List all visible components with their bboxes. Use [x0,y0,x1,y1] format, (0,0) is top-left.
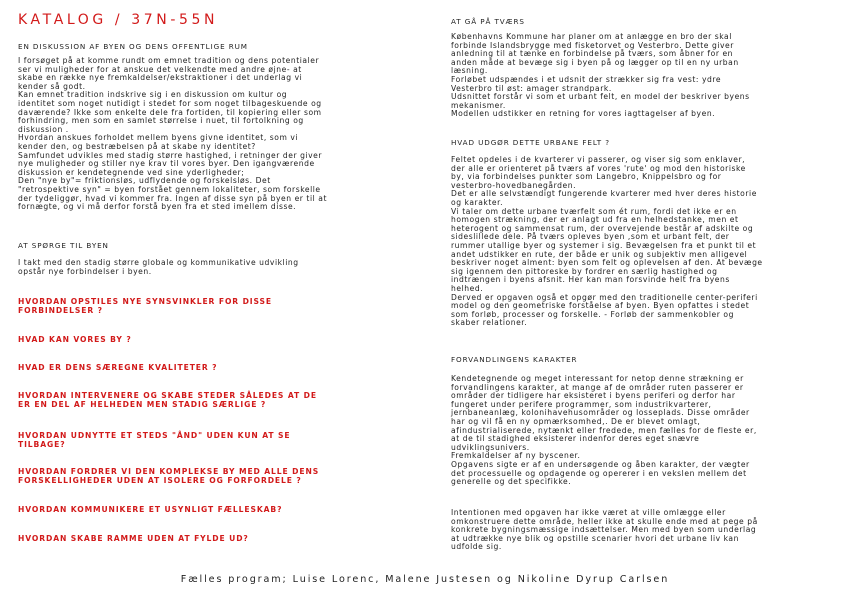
heading-transformation: FORVANDLINGENS KARAKTER [451,355,578,364]
paragraph-cross: Københavns Kommune har planer om at anlægge en bro der skal forbinde Islandsbrygge med fisketorvet og Vesterbro. Dette giver anledning til at tænke en forbindelse på tværs, som åbner for en anden måde at bevæge sig i byen på og lægger op til en ny urban læsning. Forløbet udspændes i et udsnit der strækker sig fra vest: ydre Vesterbro til øst: amager strandpark. Udsnittet forstår vi som et urbant felt, en model der beskriver byens mekanismer. Modellen udstikker en retning for vores iagttagelser af byen. [451,32,750,119]
question-item: HVAD KAN VORES BY ? [18,335,132,344]
subtitle-heading: EN DISKUSSION AF BYEN OG DENS OFFENTLIGE RUM [18,42,248,51]
paragraph-intention: Intentionen med opgaven har ikke været at ville omlægge eller omkonstruere dette område, heller ikke at skulle ende med at pege på konkrete bygningsmæssige indsættelser. Men med byen som underlag at udtrække nye blik og opstille scenarier hvori det urbane liv kan udfolde sig. [451,508,758,552]
intro-paragraph: I forsøget på at komme rundt om emnet tradition og dens potentialer ser vi muligheder for at anskue det velkendte med andre øjne- at skabe en række nye fremkaldelser/ekstraktioner i det underlag vi kender så godt. Kan emnet tradition indskrive sig i en diskussion om kultur og identitet som noget nutidigt i stedet for som noget tilbageskuende og daværende? Ikke som enkelte dele fra fortiden, til kopiering eller som forhindring, men som en samlet størrelse i nuet, til fortolkning og diskussion . Hvordan anskues forholdet mellem byens givne identitet, som vi kender den, og bestræbelsen på at skabe ny identitet? Samfundet udvikles med stadig større hastighed, i retninger der giver nye muligheder og stiller nye krav til vores byer. Den igangværende diskussion er kendetegnende ved sine yderligheder; Den "nye by"= friktionsløs, udflydende og forskelsløs. Det "retrospektive syn" = byen forstået gennem lokaliteter, som forskelle der tydeliggør, hvad vi kommer fra. Ingen af disse syn på byen er til at fornægte, og vi må derfor forstå byen fra et sted imellem disse. [18,56,327,212]
question-item: HVORDAN INTERVENERE OG SKABE STEDER SÅLEDES AT DE ER EN DEL AF HELHEDEN MEN STADIG SÆRLIGE ? [18,391,317,410]
paragraph-urban-field: Feltet opdeles i de kvarterer vi passerer, og viser sig som enklaver, der alle er orienteret på tværs af vores 'rute' og mod den historiske by, via forbindelses punkter som Langebro, Knippelsbro og for vesterbro-hovedbanegården. Det er alle selvstændigt fungerende kvarterer med hver deres historie og karakter. Vi taler om dette urbane tværfelt som ét rum, fordi det ikke er en homogen strækning, der er anlagt ud fra en helhedstanke, men et heterogent og sammensat rum, der overvejende består af adskilte og sideslillede dele. På tværs opleves byen ,som et urbant felt, der rummer utallige byer og systemer i sig. Bevægelsen fra et punkt til et andet udstikker en rute, der både er unik og subjektiv men alligevel beskriver noget alment: byen som felt og oplevelsen af den. At bevæge sig igennem den pittoreske by fordrer en særlig hastighed og indtrængen i byens afsnit. Her kan man forsvinde helt fra byens helhed. Derved er opgaven også et opgør med den traditionelle center-periferi model og den geometriske forståelse af byen. Byen opfattes i stedet som forløb, processer og forskelle. - Forløb der sammenkobler og skaber relationer. [451,155,763,328]
paragraph-transformation: Kendetegnende og meget interessant for netop denne strækning er forvandlingens karakter, at mange af de områder ruten passerer er områder der tidligere har eksisteret i byens periferi og derfor har fungeret under perifere programmer, som industrikvarterer, jernbaneanlæg, kolonihavehusområder og losseplads. Disse områder har og vil få en ny opmærksomhed,. De er blevet omlagt, afindustrialiserede, nytænkt eller fredede, men fælles for de fleste er, at de til stadighed eksisterer indenfor deres eget snævre udviklingsunivers. Fremkaldelser af ny byscener. Opgavens sigte er af en undersøgende og åben karakter, der vægter det processuelle og opdagende og opererer i en vekslen mellem det generelle og det specifikke. [451,374,757,487]
question-item: HVORDAN OPSTILES NYE SYNSVINKLER FOR DISSE FORBINDELSER ? [18,297,272,316]
section-paragraph-ask-city: I takt med den stadig større globale og kommunikative udvikling opstår nye forbindelser i byen. [18,258,299,276]
section-heading-ask-city: AT SPØRGE TIL BYEN [18,241,109,250]
question-item: HVORDAN FORDRER VI DEN KOMPLEKSE BY MED ALLE DENS FORSKELLIGHEDER UDEN AT ISOLERE OG FORFORDELE ? [18,467,320,486]
question-item: HVAD ER DENS SÆREGNE KVALITETER ? [18,363,218,372]
question-item: HVORDAN SKABE RAMME UDEN AT FYLDE UD? [18,534,249,543]
catalog-title: KATALOG / 37N-55N [18,12,219,28]
question-item: HVORDAN KOMMUNIKERE ET USYNLIGT FÆLLESKAB? [18,505,283,514]
footer-credits: Fælles program; Luise Lorenc, Malene Justesen og Nikoline Dyrup Carlsen [180,574,670,585]
question-item: HVORDAN UDNYTTE ET STEDS "ÅND" UDEN KUN AT SE TILBAGE? [18,431,291,450]
heading-cross: AT GÅ PÅ TVÆRS [451,17,525,26]
heading-urban-field: HVAD UDGØR DETTE URBANE FELT ? [451,138,610,147]
